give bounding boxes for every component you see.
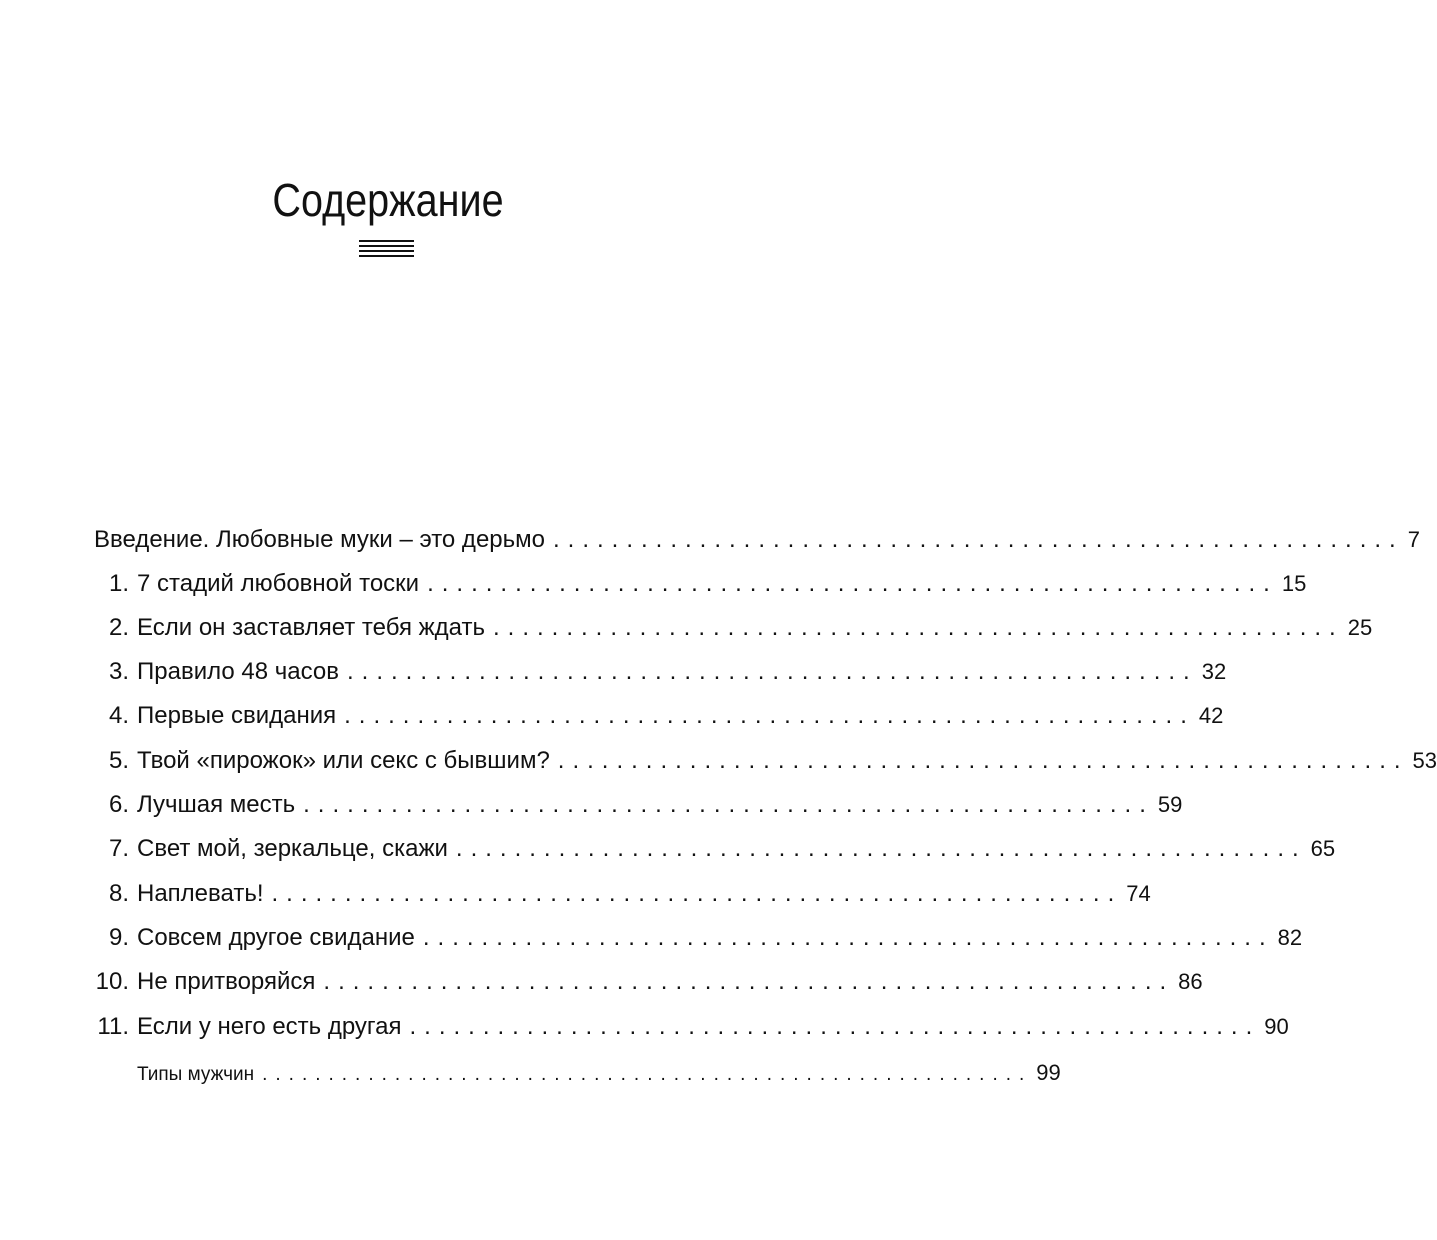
- toc-entry-page: 90: [1264, 1014, 1289, 1039]
- toc-entry-number: 6.: [108, 791, 129, 818]
- toc-entry-page: 59: [1157, 792, 1183, 817]
- toc-entry-title: Первые свидания: [137, 702, 337, 729]
- toc-entry-page: 65: [1310, 836, 1336, 861]
- toc-entry-chapter-5[interactable]: [94, 741, 1437, 781]
- toc-leader-dots: ..........................................................: [492, 614, 1344, 641]
- toc-entry-number: 10.: [95, 968, 129, 995]
- toc-entry-page: 74: [1126, 881, 1151, 906]
- toc-entry-title: 7 стадий любовной тоски: [137, 570, 420, 597]
- toc-leader-dots: ..........................................................: [303, 791, 1154, 818]
- toc-entry-number: 7.: [108, 835, 129, 862]
- toc-entry-page: 7: [1407, 527, 1420, 552]
- toc-entry-title: Типы мужчин: [137, 1064, 255, 1085]
- toc-entry-page: 42: [1198, 703, 1224, 728]
- toc-leader-dots: ..........................................................: [262, 1064, 1033, 1085]
- toc-entry-page: 25: [1347, 615, 1373, 640]
- toc-entry-chapter-9[interactable]: [94, 918, 1303, 958]
- toc-entry-page: 15: [1281, 571, 1307, 596]
- toc-entry-title: Свет мой, зеркальце, скажи: [137, 835, 448, 862]
- toc-entry-chapter-8[interactable]: [94, 874, 1151, 914]
- toc-entry-page: 86: [1178, 969, 1203, 994]
- toc-leader-dots: ..........................................................: [557, 747, 1409, 774]
- toc-entry-title: Если он заставляет тебя ждать: [137, 614, 485, 641]
- toc-entry-title: Твой «пирожок» или секс с бывшим?: [137, 747, 550, 774]
- toc-entry-number: 5.: [108, 747, 129, 774]
- toc-entry-chapter-10[interactable]: [94, 962, 1203, 1002]
- toc-leader-dots: ..........................................................: [344, 702, 1195, 729]
- toc-entry-chapter-3[interactable]: [94, 652, 1227, 692]
- toc-leader-dots: ..........................................................: [323, 968, 1175, 995]
- toc-entry-page: 99: [1036, 1060, 1061, 1085]
- title-ornament: [359, 240, 414, 258]
- toc-entry-title: Не притворяйся: [137, 968, 316, 995]
- toc-entry-number: 11.: [97, 1013, 129, 1040]
- toc-entry-title: Если у него есть другая: [137, 1013, 402, 1040]
- toc-entry-appendix[interactable]: [94, 1053, 1061, 1093]
- toc-entry-number: 9.: [108, 924, 129, 951]
- toc-entry-chapter-2[interactable]: [94, 608, 1373, 648]
- toc-entry-number: 2.: [108, 614, 129, 641]
- toc-entry-chapter-1[interactable]: [94, 564, 1307, 604]
- toc-leader-dots: ..........................................................: [455, 835, 1307, 862]
- contents-title: Содержание: [272, 174, 504, 226]
- toc-leader-dots: ..........................................................: [427, 570, 1278, 597]
- toc-entry-title: Лучшая месть: [137, 791, 296, 818]
- toc-leader-dots: ..........................................................: [422, 924, 1274, 951]
- toc-leader-dots: ..........................................................: [409, 1013, 1261, 1040]
- toc-entry-page: 53: [1412, 748, 1437, 773]
- toc-entry-chapter-7[interactable]: [94, 829, 1336, 869]
- toc-leader-dots: ..........................................................: [346, 658, 1198, 685]
- toc-entry-number: 4.: [108, 702, 129, 729]
- toc-entry-chapter-6[interactable]: [94, 785, 1183, 825]
- toc-entry-title: Правило 48 часов: [137, 658, 339, 685]
- toc-leader-dots: ..........................................................: [271, 880, 1123, 907]
- toc-entry-chapter-11[interactable]: [94, 1007, 1289, 1047]
- toc-entry-title: Введение. Любовные муки – это дерьмо: [94, 526, 545, 553]
- toc-entry-introduction[interactable]: [94, 520, 1420, 560]
- toc-entry-number: 3.: [108, 658, 129, 685]
- toc-entry-page: 82: [1277, 925, 1303, 950]
- toc-entry-title: Совсем другое свидание: [137, 924, 415, 951]
- toc-entry-page: 32: [1201, 659, 1227, 684]
- toc-entry-title: Наплевать!: [137, 880, 264, 907]
- toc-entry-number: 8.: [108, 880, 129, 907]
- toc-leader-dots: ..........................................................: [552, 526, 1404, 553]
- toc-entry-number: 1.: [108, 570, 129, 597]
- toc-entry-chapter-4[interactable]: [94, 696, 1224, 736]
